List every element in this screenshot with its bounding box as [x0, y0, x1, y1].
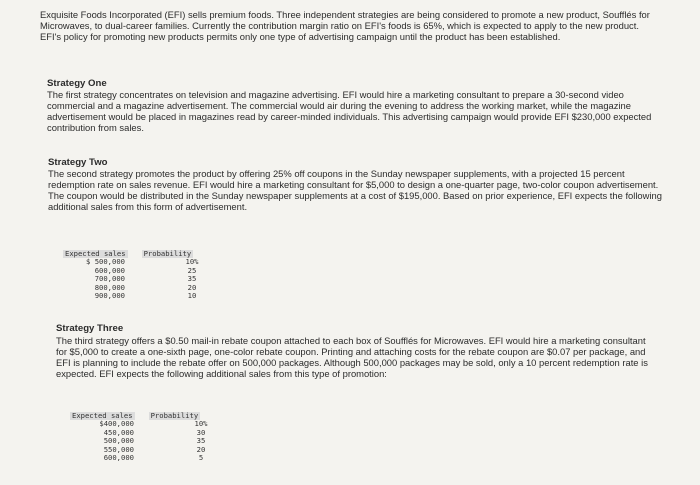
strategy-three-heading: Strategy Three — [56, 323, 124, 334]
sales-cell: 800,000 — [94, 282, 125, 292]
strategy-two-heading: Strategy Two — [48, 157, 108, 168]
table-header — [70, 412, 232, 420]
sales-cell: 700,000 — [94, 274, 125, 284]
table-row — [63, 292, 223, 300]
expected-sales-header: Expected sales — [72, 411, 133, 420]
probability-cell: 25 — [187, 265, 197, 275]
strategy-one-paragraph: The first strategy concentrates on television and magazine advertising. EFI would hire a marketing consultant to prepare a 30-second video commercial and a magazine advertisement. The commercial would air during the evening to address the working market, while the magazine advertisement would be placed in magazines read by career-minded individuals. This advertising campaign would provide EFI $230,000 expected contribution from sales. — [47, 89, 652, 134]
strategy-three-paragraph: The third strategy offers a $0.50 mail-in rebate coupon attached to each box of Soufflés for Microwaves. EFI would hire a marketing consultant for $5,000 to create a one-sixth page, one-color rebate coupon. Printing and attaching costs for the rebate coupon are $0.07 per package, and EFI is planning to include the rebate offer on 500,000 packages. Although 500,000 packages may be sold, only a 10 percent redemption rate is expected. EFI expects the following additional sales from this type of promotion: — [56, 335, 648, 380]
strategy-one-heading: Strategy One — [47, 78, 107, 89]
strategy-two-sales-table — [63, 250, 223, 300]
strategy-two-paragraph: The second strategy promotes the product by offering 25% off coupons in the Sunday newspaper supplements, with a projected 15 percent redemption rate on sales revenue. EFI would hire a marketing consultant for $5,000 to design a one-quarter page, two-color coupon advertisement. The coupon would be distributed in the Sunday newspaper supplements at a cost of $195,000. Based on prior experience, EFI expects the following additional sales from this form of advertisement. — [48, 168, 662, 213]
probability-header: Probability — [143, 249, 192, 258]
probability-cell: 35 — [187, 274, 197, 284]
probability-header: Probability — [150, 411, 199, 420]
expected-sales-header: Expected sales — [65, 249, 126, 258]
probability-cell: 30 — [196, 427, 206, 437]
sales-cell: 500,000 — [103, 436, 134, 446]
sales-cell: 900,000 — [94, 291, 125, 301]
probability-cell: 10% — [185, 257, 199, 267]
strategy-three-sales-table — [70, 412, 232, 462]
table-row — [70, 437, 232, 445]
probability-cell: 10% — [194, 419, 208, 429]
table-row — [63, 284, 223, 292]
sales-cell: 600,000 — [103, 453, 134, 463]
probability-cell: 35 — [196, 436, 206, 446]
table-row — [63, 267, 223, 275]
probability-cell: 10 — [187, 291, 197, 301]
table-row — [70, 454, 232, 462]
sales-cell: 450,000 — [103, 427, 134, 437]
sales-cell: 600,000 — [94, 265, 125, 275]
sales-cell: $400,000 — [99, 419, 134, 429]
sales-cell: $ 500,000 — [86, 257, 125, 267]
probability-cell: 20 — [187, 282, 197, 292]
table-row — [70, 420, 232, 428]
intro-paragraph: Exquisite Foods Incorporated (EFI) sells premium foods. Three independent strategies are being considered to promote a new product, Soufflés for Microwaves, to dual-career families. Currently the contribution margin ratio on EFI's foods is 65%, which is expected to apply to the new product. EFI's policy for promoting new products permits only one type of advertising campaign until the product has been established. — [40, 9, 650, 43]
table-row — [63, 275, 223, 283]
sales-cell: 550,000 — [103, 444, 134, 454]
probability-cell: 5 — [198, 453, 204, 463]
table-row — [70, 429, 232, 437]
table-row — [70, 446, 232, 454]
table-row — [63, 258, 223, 266]
probability-cell: 20 — [196, 444, 206, 454]
